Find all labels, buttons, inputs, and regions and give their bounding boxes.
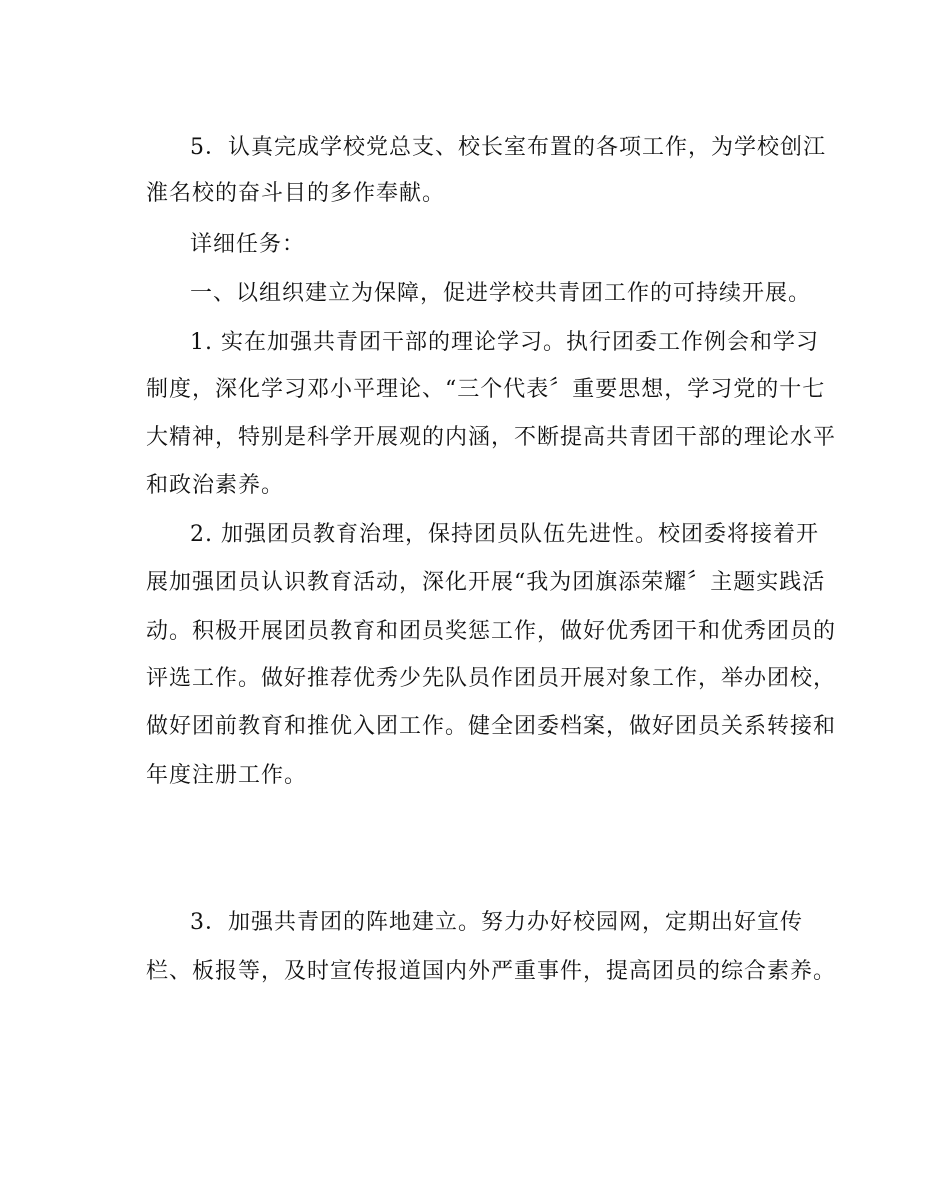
paragraph-line: 大精神，特别是科学开展观的内涵，不断提高共青团干部的理论水平 bbox=[146, 425, 837, 450]
paragraph-line: 2. 加强团员教育治理，保持团员队伍先进性。校团委将接着开 bbox=[190, 522, 819, 547]
paragraph-line: 淮名校的奋斗目的多作奉献。 bbox=[146, 181, 446, 206]
section-heading: 一、以组织建立为保障，促进学校共青团工作的可持续开展。 bbox=[190, 281, 812, 306]
paragraph-line: 做好团前教育和推优入团工作。健全团委档案，做好团员关系转接和 bbox=[146, 714, 837, 739]
paragraph-line: 和政治素养。 bbox=[146, 473, 285, 498]
paragraph-line: 年度注册工作。 bbox=[146, 763, 308, 788]
paragraph-line: 1. 实在加强共青团干部的理论学习。执行团委工作例会和学习 bbox=[190, 330, 819, 355]
paragraph-line: 3．加强共青团的阵地建立。努力办好校园网，定期出好宣传 bbox=[190, 910, 803, 935]
section-label: 详细任务： bbox=[190, 232, 306, 257]
paragraph-line: 栏、板报等，及时宣传报道国内外严重事件，提高团员的综合素养。 bbox=[146, 959, 837, 984]
paragraph-line: 动。积极开展团员教育和团员奖惩工作，做好优秀团干和优秀团员的 bbox=[146, 619, 837, 644]
paragraph-line: 制度，深化学习邓小平理论、“三个代表〞重要思想，学习党的十七 bbox=[146, 377, 826, 402]
paragraph-line: 5．认真完成学校党总支、校长室布置的各项工作，为学校创江 bbox=[190, 135, 826, 160]
paragraph-line: 展加强团员认识教育活动，深化开展“我为团旗添荣耀〞主题实践活 bbox=[146, 570, 826, 595]
paragraph-line: 评选工作。做好推荐优秀少先队员作团员开展对象工作，举办团校， bbox=[146, 666, 837, 691]
